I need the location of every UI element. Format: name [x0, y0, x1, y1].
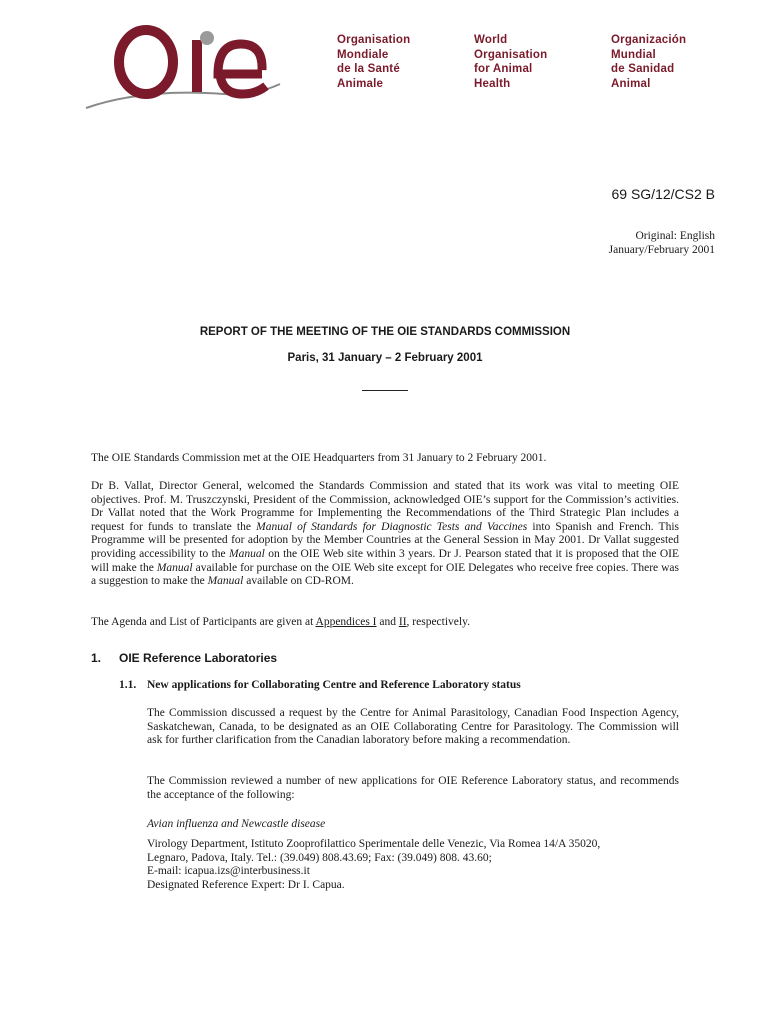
lab-email: E-mail: icapua.izs@interbusiness.it — [147, 865, 310, 878]
lab-expert: Designated Reference Expert: Dr I. Capua. — [147, 878, 345, 891]
original-language: Original: English — [635, 230, 715, 242]
appendix-ii-link[interactable]: II — [398, 616, 407, 628]
report-subtitle: Paris, 31 January – 2 February 2001 — [287, 352, 483, 364]
section-1-heading: OIE Reference Laboratories — [119, 651, 278, 665]
section-1-1-heading: New applications for Collaborating Centre and Reference Laboratory status — [147, 679, 521, 691]
manual-title: Manual of Standards for Diagnostic Tests and Vaccines — [256, 520, 528, 533]
org-name-english: World Organisation for Animal Health — [474, 34, 548, 90]
document-reference: 69 SG/12/CS2 B — [611, 186, 715, 202]
paragraph-applications: The Commission reviewed a number of new applications for OIE Reference Laboratory status, and recommends the acceptance of the following: — [147, 775, 679, 801]
oie-logo — [84, 22, 284, 118]
section-1-number: 1. — [91, 651, 102, 665]
paragraph-intro: The OIE Standards Commission met at the OIE Headquarters from 31 January to 2 February 2001. — [91, 452, 547, 464]
paragraph-parasitology: The Commission discussed a request by the Centre for Animal Parasitology, Canadian Food Inspection Agency, Saskatchewan, Canada, to be designated as an OIE Collaborating Centre for Parasitology. The Commission will ask for further clarification from the Canadian laboratory before making a recommendation. — [147, 707, 679, 747]
org-name-spanish: Organización Mundial de Sanidad Animal — [611, 34, 687, 90]
appendix-i-link[interactable]: Appendices I — [315, 616, 377, 628]
org-name-french: Organisation Mondiale de la Santé Animale — [337, 34, 411, 90]
lab-address-1: Virology Department, Istituto Zooprofilattico Sperimentale delle Venezic, Via Romea 14/A 35020, — [147, 838, 601, 850]
document-date: January/February 2001 — [608, 243, 715, 256]
section-1-1-number: 1.1. — [119, 679, 137, 691]
laboratory-details — [147, 838, 679, 892]
report-title: REPORT OF THE MEETING OF THE OIE STANDARDS COMMISSION — [199, 326, 571, 338]
disease-heading: Avian influenza and Newcastle disease — [147, 818, 326, 830]
title-divider — [362, 390, 408, 391]
paragraph-welcome: Dr B. Vallat, Director General, welcomed the Standards Commission and stated that its work was vital to meeting OIE objectives. Prof. M. Truszczynski, President of the Commission, acknowledged OIE’s support for the Commission’s activities. Dr Vallat noted that the Work Programme for Implementing the Recommendations of the Third Strategic Plan includes a request for funds to translate the Manual of Standards for Diagnostic Tests and Vaccines into Spanish and French. This Programme will be presented for adoption by the Member Countries at the General Session in May 2001. Dr Vallat suggested providing accessibility to the Manual on the OIE Web site within 3 years. Dr J. Pearson stated that it is proposed that the OIE will make the Manual available for purchase on the OIE Web site except for OIE Delegates who receive free copies. There was a suggestion to make the Manual available on CD-ROM. — [91, 480, 680, 588]
lab-address-2: Legnaro, Padova, Italy. Tel.: (39.049) 808.43.69; Fax: (39.049) 808. 43.60; — [147, 851, 492, 864]
paragraph-agenda: The Agenda and List of Participants are given at Appendices I and II, respectively. — [91, 616, 470, 628]
document-meta — [609, 230, 715, 257]
